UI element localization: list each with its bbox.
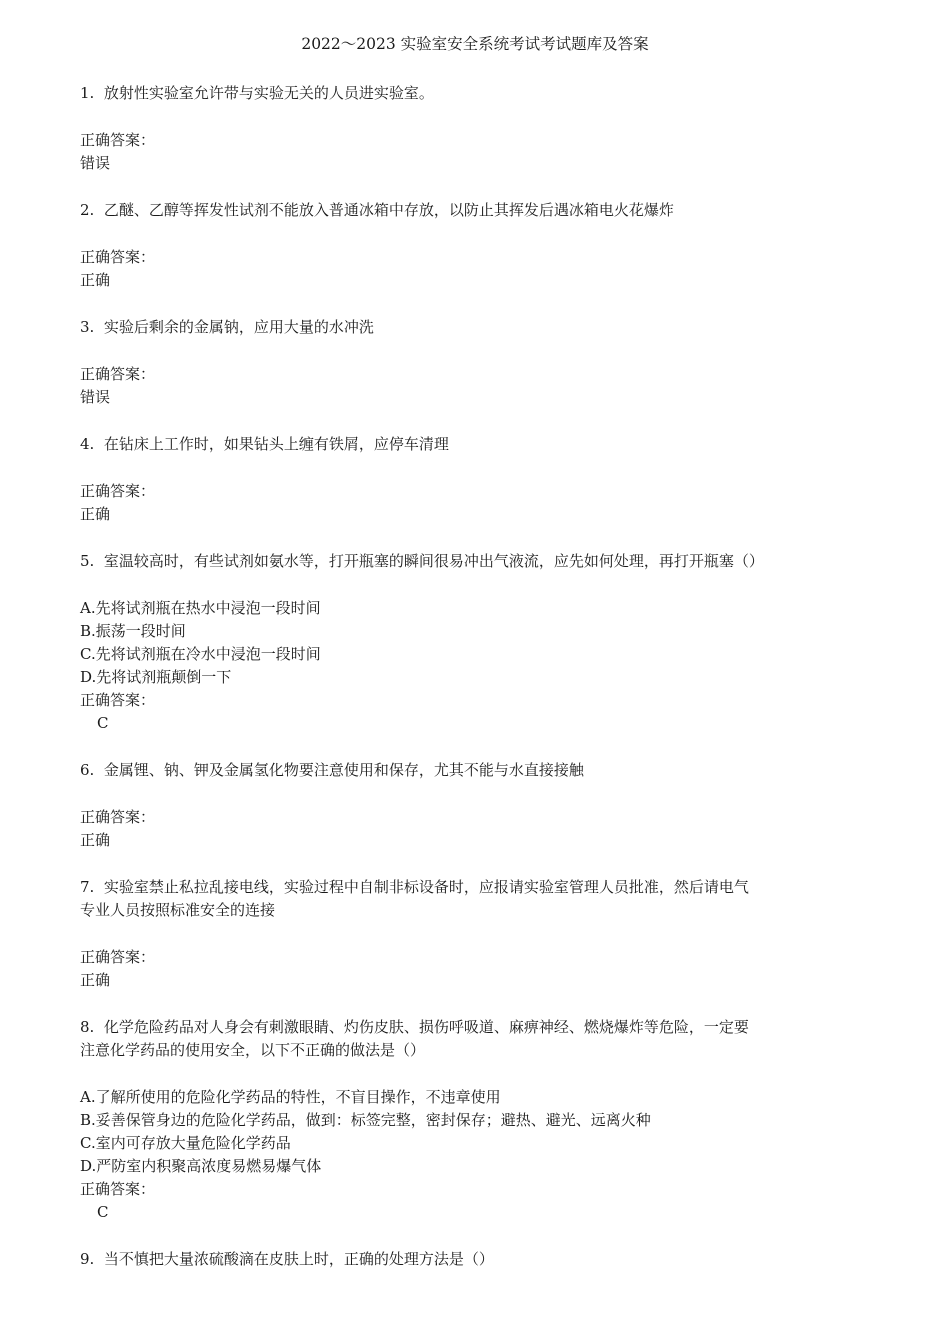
option-d: D.先将试剂瓶颠倒一下 bbox=[80, 668, 232, 686]
question-text: 4. 在钻床上工作时，如果钻头上缠有铁屑，应停车清理 bbox=[80, 435, 449, 453]
answer-label: 正确答案： bbox=[80, 948, 156, 966]
answer-value: 正确 bbox=[80, 971, 111, 989]
answer-value: 正确 bbox=[80, 831, 111, 849]
question-text: 3. 实验后剩余的金属钠，应用大量的水冲洗 bbox=[80, 318, 374, 336]
question-6 bbox=[80, 759, 880, 852]
question-4 bbox=[80, 433, 880, 526]
question-text-line-1: 7. 实验室禁止私拉乱接电线，实验过程中自制非标设备时，应报请实验室管理人员批准，然后请电气 bbox=[80, 878, 749, 896]
option-a: A.先将试剂瓶在热水中浸泡一段时间 bbox=[80, 599, 321, 617]
question-8 bbox=[80, 1016, 880, 1224]
option-d: D.严防室内积聚高浓度易燃易爆气体 bbox=[80, 1157, 322, 1175]
answer-value: 错误 bbox=[80, 388, 111, 406]
answer-label: 正确答案： bbox=[80, 691, 156, 709]
answer-label: 正确答案： bbox=[80, 1180, 156, 1198]
option-c: C.先将试剂瓶在冷水中浸泡一段时间 bbox=[80, 645, 321, 663]
option-b: B.振荡一段时间 bbox=[80, 622, 186, 640]
answer-value: 错误 bbox=[80, 154, 111, 172]
answer-label: 正确答案： bbox=[80, 248, 156, 266]
option-c: C.室内可存放大量危险化学药品 bbox=[80, 1134, 291, 1152]
answer-label: 正确答案： bbox=[80, 131, 156, 149]
answer-label: 正确答案： bbox=[80, 482, 156, 500]
answer-value: 正确 bbox=[80, 271, 111, 289]
question-2 bbox=[80, 199, 880, 292]
question-text: 1. 放射性实验室允许带与实验无关的人员进实验室。 bbox=[80, 84, 434, 102]
question-text-line-2: 专业人员按照标准安全的连接 bbox=[80, 901, 276, 919]
question-1 bbox=[80, 82, 880, 175]
answer-value: 正确 bbox=[80, 505, 111, 523]
answer-label: 正确答案： bbox=[80, 808, 156, 826]
option-a: A.了解所使用的危险化学药品的特性，不盲目操作，不违章使用 bbox=[80, 1088, 501, 1106]
answer-value: C bbox=[97, 1203, 109, 1221]
question-7 bbox=[80, 876, 880, 992]
question-text: 2. 乙醚、乙醇等挥发性试剂不能放入普通冰箱中存放，以防止其挥发后遇冰箱电火花爆炸 bbox=[80, 201, 674, 219]
question-text: 5. 室温较高时，有些试剂如氨水等，打开瓶塞的瞬间很易冲出气液流，应先如何处理，再打开瓶塞（） bbox=[80, 552, 764, 570]
question-3 bbox=[80, 316, 880, 409]
question-text-line-2: 注意化学药品的使用安全，以下不正确的做法是（） bbox=[80, 1041, 426, 1059]
answer-label: 正确答案： bbox=[80, 365, 156, 383]
document-title: 2022～2023 实验室安全系统考试考试题库及答案 bbox=[301, 35, 649, 53]
question-5 bbox=[80, 550, 880, 735]
question-text-line-1: 8. 化学危险药品对人身会有刺激眼睛、灼伤皮肤、损伤呼吸道、麻痹神经、燃烧爆炸等危险，一定要 bbox=[80, 1018, 749, 1036]
question-9 bbox=[80, 1248, 880, 1271]
answer-value: C bbox=[97, 714, 109, 732]
question-text: 6. 金属锂、钠、钾及金属氢化物要注意使用和保存，尤其不能与水直接接触 bbox=[80, 761, 584, 779]
question-text: 9. 当不慎把大量浓硫酸滴在皮肤上时，正确的处理方法是（） bbox=[80, 1250, 494, 1268]
question-list bbox=[80, 82, 880, 1271]
option-b: B.妥善保管身边的危险化学药品，做到：标签完整，密封保存；避热、避光、远离火种 bbox=[80, 1111, 651, 1129]
